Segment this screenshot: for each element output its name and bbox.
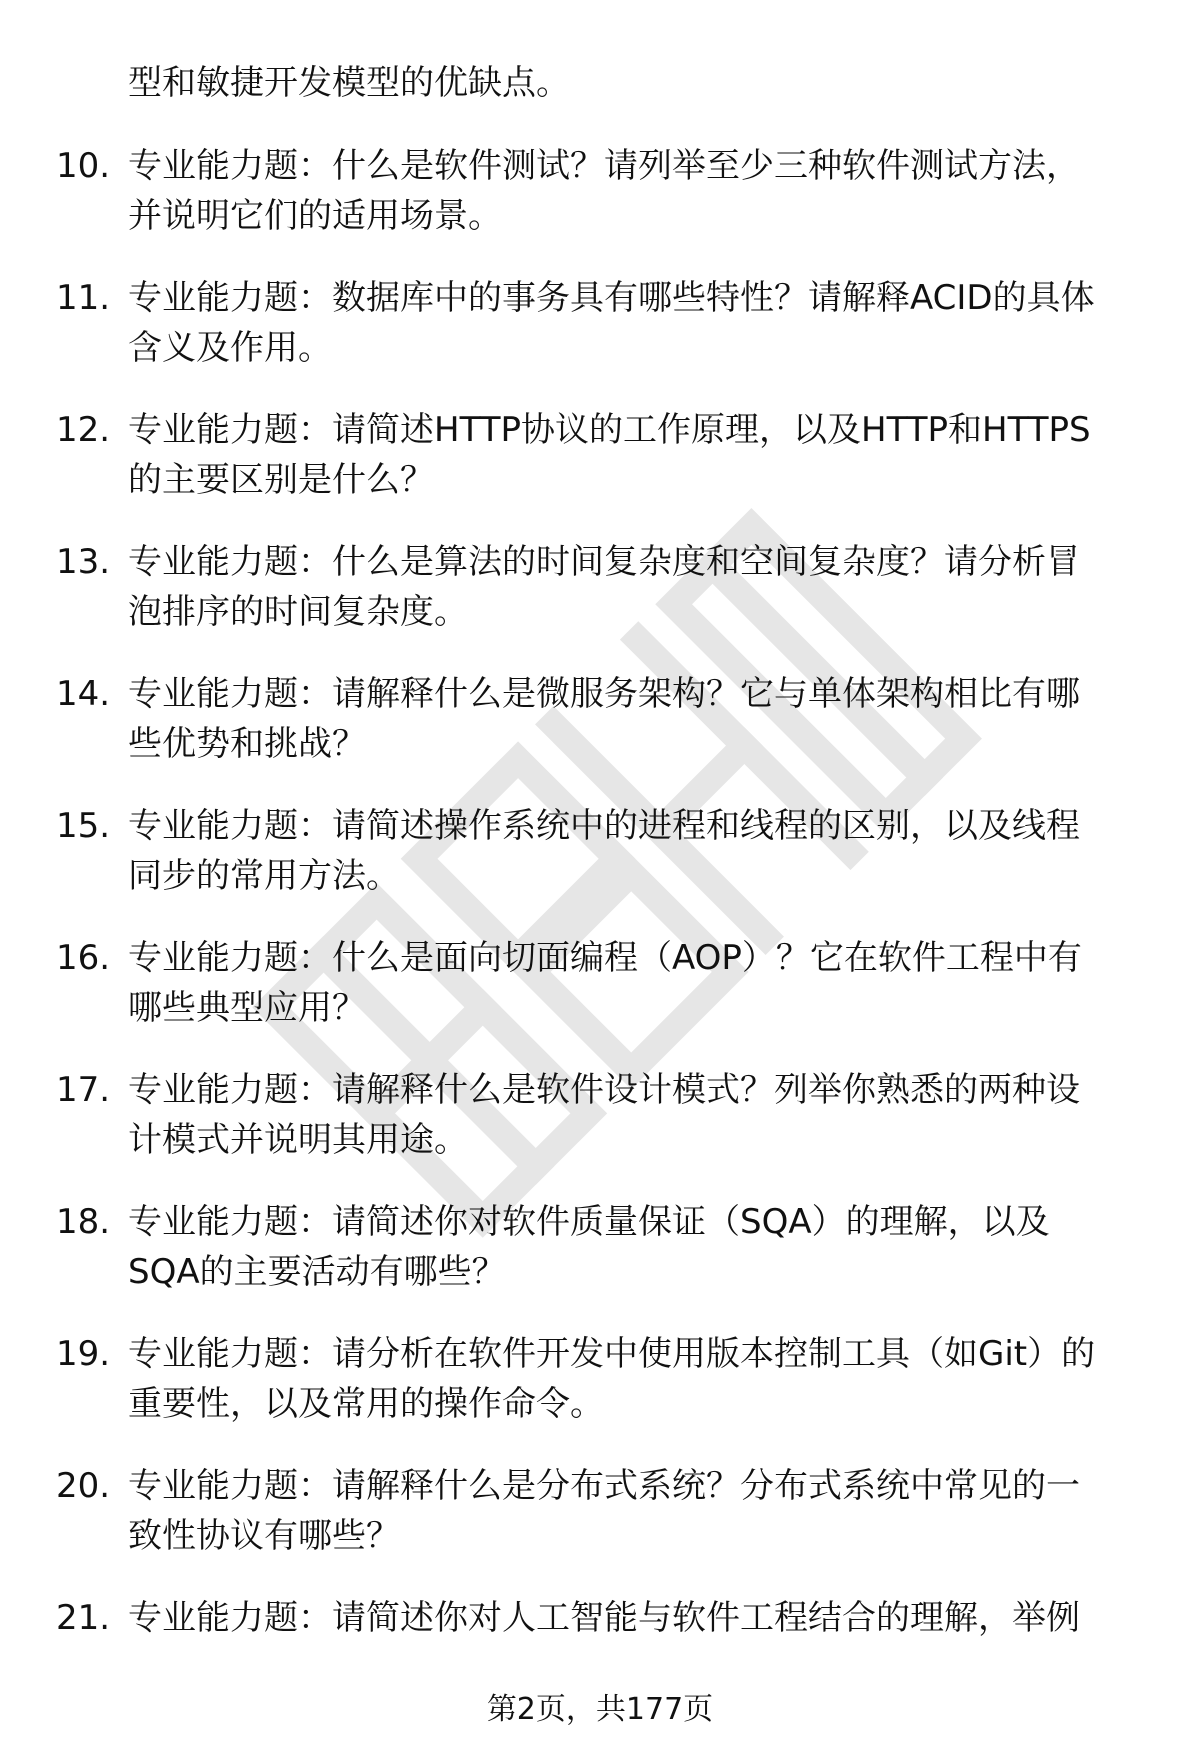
- question-line: 专业能力题：请分析在软件开发中使用版本控制工具（如Git）的: [128, 1334, 1096, 1374]
- question-text: [128, 933, 1168, 1033]
- question-text: [128, 1197, 1168, 1297]
- question-line: 专业能力题：数据库中的事务具有哪些特性？请解释ACID的具体: [128, 278, 1095, 318]
- question-item: [0, 273, 1200, 405]
- question-item: [0, 405, 1200, 537]
- question-text: [128, 1593, 1168, 1643]
- question-line: 专业能力题：请解释什么是微服务架构？它与单体架构相比有哪: [128, 674, 1080, 714]
- page-footer: 第2页，共177页: [486, 1692, 714, 1727]
- question-line: 专业能力题：什么是面向切面编程（AOP）？它在软件工程中有: [128, 938, 1082, 978]
- question-text: [128, 273, 1168, 373]
- question-number: 10.: [56, 146, 111, 186]
- question-number: 18.: [56, 1202, 111, 1242]
- question-line: 致性协议有哪些？: [128, 1516, 400, 1556]
- question-line: 专业能力题：什么是算法的时间复杂度和空间复杂度？请分析冒: [128, 542, 1080, 582]
- question-line: SQA的主要活动有哪些？: [128, 1252, 506, 1292]
- question-list: [0, 141, 1200, 1725]
- question-text: [128, 669, 1168, 769]
- question-item: [0, 1197, 1200, 1329]
- question-item: [0, 669, 1200, 801]
- question-number: 15.: [56, 806, 111, 846]
- question-item: [0, 141, 1200, 273]
- question-line: 专业能力题：请简述HTTP协议的工作原理，以及HTTP和HTTPS: [128, 410, 1091, 450]
- question-item: [0, 1461, 1200, 1593]
- question-number: 19.: [56, 1334, 111, 1374]
- question-line: 重要性，以及常用的操作命令。: [128, 1384, 604, 1424]
- question-number: 20.: [56, 1466, 111, 1506]
- question-line: 泡排序的时间复杂度。: [128, 592, 468, 632]
- question-text: [128, 801, 1168, 901]
- question-number: 12.: [56, 410, 111, 450]
- question-number: 11.: [56, 278, 111, 318]
- question-number: 17.: [56, 1070, 111, 1110]
- question-line: 并说明它们的适用场景。: [128, 196, 502, 236]
- question-line: 专业能力题：请简述你对软件质量保证（SQA）的理解，以及: [128, 1202, 1050, 1242]
- question-line: 含义及作用。: [128, 328, 332, 368]
- question-number: 16.: [56, 938, 111, 978]
- question-line: 哪些典型应用？: [128, 988, 366, 1028]
- question-9-continuation: 型和敏捷开发模型的优缺点。: [128, 63, 570, 103]
- question-line: 专业能力题：请解释什么是软件设计模式？列举你熟悉的两种设: [128, 1070, 1080, 1110]
- question-number: 14.: [56, 674, 111, 714]
- question-item: [0, 801, 1200, 933]
- question-item: [0, 1065, 1200, 1197]
- question-line: 专业能力题：请简述操作系统中的进程和线程的区别，以及线程: [128, 806, 1080, 846]
- question-item: [0, 933, 1200, 1065]
- question-text: [128, 1329, 1168, 1429]
- question-line: 同步的常用方法。: [128, 856, 400, 896]
- question-line: 专业能力题：请解释什么是分布式系统？分布式系统中常见的一: [128, 1466, 1080, 1506]
- question-line: 的主要区别是什么？: [128, 460, 434, 500]
- question-text: [128, 141, 1168, 241]
- question-number: 13.: [56, 542, 111, 582]
- question-line: 专业能力题：请简述你对人工智能与软件工程结合的理解，举例: [128, 1598, 1080, 1638]
- question-item: [0, 1329, 1200, 1461]
- question-text: [128, 1065, 1168, 1165]
- question-text: [128, 1461, 1168, 1561]
- question-line: 专业能力题：什么是软件测试？请列举至少三种软件测试方法，: [128, 146, 1080, 186]
- question-text: [128, 405, 1168, 505]
- question-number: 21.: [56, 1598, 111, 1638]
- question-text: [128, 537, 1168, 637]
- question-item: [0, 537, 1200, 669]
- question-line: 些优势和挑战？: [128, 724, 366, 764]
- question-line: 计模式并说明其用途。: [128, 1120, 468, 1160]
